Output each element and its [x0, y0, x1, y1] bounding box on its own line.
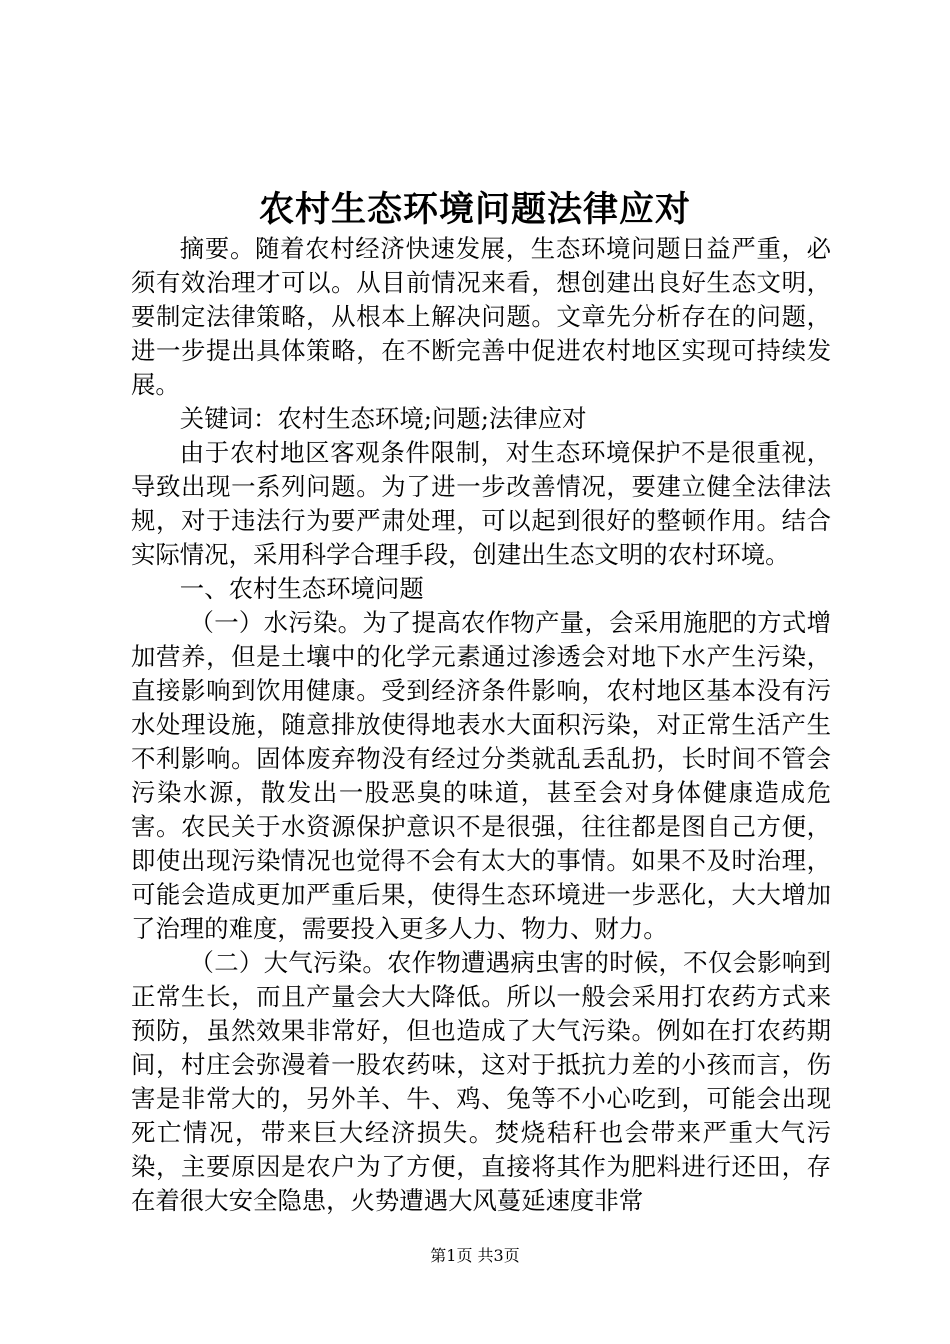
air-pollution-paragraph: （二）大气污染。农作物遭遇病虫害的时候，不仅会影响到正常生长，而且产量会大大降低。所以一般会采用打农药方式来预防，虽然效果非常好，但也造成了大气污染。例如在打农药期间，村庄会弥漫着一股农药味，这对于抵抗力差的小孩而言，伤害是非常大的，另外羊、牛、鸡、兔等不小心吃到，可能会出现死亡情况，带来巨大经济损失。焚烧秸秆也会带来严重大气污染，主要原因是农户为了方便，直接将其作为肥料进行还田，存在着很大安全隐患，火势遭遇大风蔓延速度非常 — [131, 948, 831, 1215]
section-heading: 一、农村生态环境问题 — [179, 574, 424, 603]
document-title: 农村生态环境问题法律应对 — [258, 189, 691, 230]
water-pollution-paragraph: （一）水污染。为了提高农作物产量，会采用施肥的方式增加营养，但是土壤中的化学元素通过渗透会对地下水产生污染，直接影响到饮用健康。受到经济条件影响，农村地区基本没有污水处理设施，随意排放使得地表水大面积污染，对正常生活产生不利影响。固体废弃物没有经过分类就乱丢乱扔，长时间不管会污染水源，散发出一股恶臭的味道，甚至会对身体健康造成危害。农民关于水资源保护意识不是很强，往往都是图自己方便，即使出现污染情况也觉得不会有太大的事情。如果不及时治理，可能会造成更加严重后果，使得生态环境进一步恶化，大大增加了治理的难度，需要投入更多人力、物力、财力。 — [131, 608, 831, 943]
document-body — [131, 232, 831, 1218]
page-footer: 第1页 共3页 — [430, 1246, 520, 1265]
abstract-paragraph: 摘要。随着农村经济快速发展，生态环境问题日益严重，必须有效治理才可以。从目前情况来看，想创建出良好生态文明，要制定法律策略，从根本上解决问题。文章先分析存在的问题，进一步提出具体策略，在不断完善中促进农村地区实现可持续发展。 — [131, 234, 831, 399]
keywords-paragraph: 关键词：农村生态环境;问题;法律应对 — [179, 404, 587, 433]
intro-paragraph: 由于农村地区客观条件限制，对生态环境保护不是很重视，导致出现一系列问题。为了进一步改善情况，要建立健全法律法规，对于违法行为要严肃处理，可以起到很好的整顿作用。结合实际情况，采用科学合理手段，创建出生态文明的农村环境。 — [131, 438, 831, 569]
